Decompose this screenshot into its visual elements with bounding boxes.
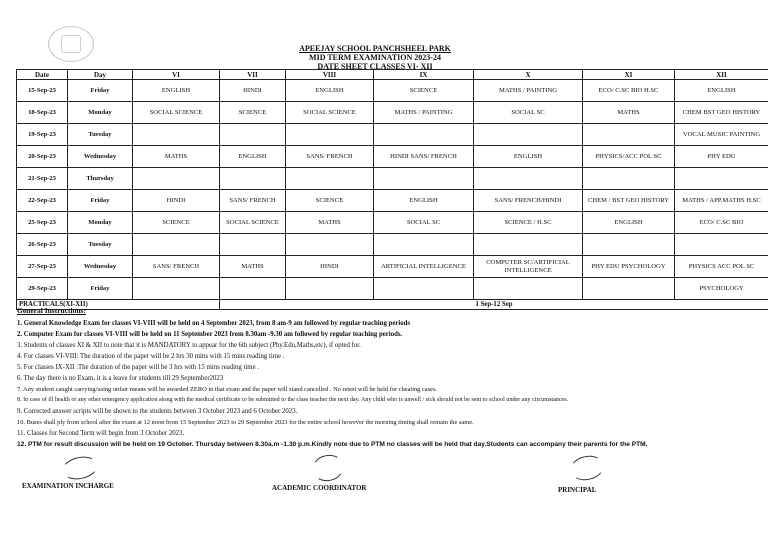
cell-day: Monday (68, 102, 133, 124)
col-header-ix: IX (374, 70, 474, 80)
cell-vi: SANS/ FRENCH (133, 256, 220, 278)
cell-day: Friday (68, 278, 133, 300)
cell-date: 15-Sep-23 (17, 80, 68, 102)
cell-viii (286, 278, 374, 300)
cell-date: 25-Sep-23 (17, 212, 68, 234)
table-row (17, 80, 768, 102)
cell-xii: VOCAL MUSIC PAINTING (675, 124, 768, 146)
cell-xii: ECO/ C.SC BIO (675, 212, 768, 234)
cell-ix: ARTIFICIAL INTELLIGENCE (374, 256, 474, 278)
cell-ix: ENGLISH (374, 190, 474, 212)
signature-academic-coordinator: ACADEMIC COORDINATOR (272, 484, 367, 492)
cell-day: Monday (68, 212, 133, 234)
table-row (17, 146, 768, 168)
cell-vi: SCIENCE (133, 212, 220, 234)
practicals-label: PRACTICALS(XI-XII) (17, 300, 220, 310)
cell-ix (374, 234, 474, 256)
cell-vii (220, 168, 286, 190)
cell-day: Tuesday (68, 234, 133, 256)
table-row (17, 168, 768, 190)
school-name: APEEJAY SCHOOL PANCHSHEEL PARK (299, 44, 451, 53)
instructions-list (17, 318, 757, 450)
instruction-item: 3. Students of classes XI & XII to note that it is MANDATORY to appear for the 6th subject (Phy.Edu,Maths,etc), if opted for. (17, 342, 361, 349)
cell-vii (220, 278, 286, 300)
cell-x (474, 124, 583, 146)
cell-vii: SCIENCE (220, 102, 286, 124)
cell-date: 18-Sep-23 (17, 102, 68, 124)
cell-xi (583, 278, 675, 300)
cell-vi: MATHS (133, 146, 220, 168)
cell-viii: SCIENCE (286, 190, 374, 212)
signature-scribble-left (60, 453, 100, 482)
col-header-vii: VII (220, 70, 286, 80)
cell-x (474, 278, 583, 300)
cell-x: SCIENCE / H.SC (474, 212, 583, 234)
cell-x: ENGLISH (474, 146, 583, 168)
cell-vi (133, 234, 220, 256)
cell-ix: SCIENCE (374, 80, 474, 102)
col-header-date: Date (17, 70, 68, 80)
cell-viii (286, 234, 374, 256)
cell-viii (286, 124, 374, 146)
cell-date: 19-Sep-23 (17, 124, 68, 146)
cell-xii: PHYSICS ACC POL SC (675, 256, 768, 278)
cell-xi (583, 234, 675, 256)
document-header (260, 44, 490, 71)
cell-ix (374, 124, 474, 146)
cell-vi: HINDI (133, 190, 220, 212)
cell-xii (675, 234, 768, 256)
instruction-item: 10. Buses shall ply from school after the exam at 12 noon from 15 September 2023 to 29 September 2023 for the entire school however the morning timing shall remain the same. (17, 419, 474, 426)
cell-xi (583, 124, 675, 146)
cell-viii: SOCIAL SCIENCE (286, 102, 374, 124)
cell-vi: ENGLISH (133, 80, 220, 102)
instruction-item: 9. Corrected answer scripts will be shown to the students between 3 October 2023 and 6 October 2023. (17, 408, 298, 415)
cell-date: 20-Sep-23 (17, 146, 68, 168)
cell-day: Friday (68, 190, 133, 212)
cell-x (474, 168, 583, 190)
instruction-item: 7. Any student caught carrying/using unfair means will be awarded ZERO in that exam and the paper will stand cancelled . No retest will be held for cheating cases. (17, 386, 438, 393)
table-row (17, 256, 768, 278)
cell-viii: MATHS (286, 212, 374, 234)
cell-xi: MATHS (583, 102, 675, 124)
cell-date: 27-Sep-23 (17, 256, 68, 278)
cell-xii (675, 168, 768, 190)
cell-day: Wednesday (68, 146, 133, 168)
cell-vii (220, 124, 286, 146)
cell-vi: SOCIAL SCIENCE (133, 102, 220, 124)
instruction-item: 12. PTM for result discussion will be held on 19 October. Thursday between 8.30a.m -1.30 p.m.Kindly note due to PTM no classes will be held that day.Students can accompany their parents for the PTM. (17, 441, 648, 448)
cell-vii: HINDI (220, 80, 286, 102)
table-row (17, 190, 768, 212)
cell-date: 29-Sep-23 (17, 278, 68, 300)
cell-ix (374, 168, 474, 190)
cell-x: SANS/ FRENCH/HINDI (474, 190, 583, 212)
date-sheet-title: DATE SHEET CLASSES VI- XII (317, 62, 433, 71)
cell-x (474, 234, 583, 256)
cell-xii: MATHS / APP.MATHS H.SC (675, 190, 768, 212)
cell-vii: SOCIAL SCIENCE (220, 212, 286, 234)
signature-scribble-right (568, 453, 606, 484)
date-sheet-table (16, 69, 768, 310)
signature-examination-incharge: EXAMINATION INCHARGE (22, 482, 114, 490)
cell-x: SOCIAL SC (474, 102, 583, 124)
table-header-row (17, 70, 768, 80)
cell-xii: CHEM BST GEO HISTORY (675, 102, 768, 124)
col-header-viii: VIII (286, 70, 374, 80)
cell-date: 21-Sep-23 (17, 168, 68, 190)
instruction-item: 2. Computer Exam for classes VI-VIII will be held on 11 September 2023 from 8.30am -9.30 am followed by regular teaching periods. (17, 331, 403, 338)
cell-ix: SOCIAL SC (374, 212, 474, 234)
cell-day: Tuesday (68, 124, 133, 146)
cell-viii: SANS/ FRENCH (286, 146, 374, 168)
cell-xi: CHEM / BST GEO HISTORY (583, 190, 675, 212)
signature-principal: PRINCIPAL (558, 486, 597, 494)
cell-ix: MATHS / PAINTING (374, 102, 474, 124)
instruction-item: 1. General Knowledge Exam for classes VI-VIII will be held on 4 September 2023, from 8 am-9 am followed by regular teaching periods (17, 320, 411, 327)
practicals-row (17, 300, 768, 310)
school-logo-icon (48, 26, 94, 62)
cell-day: Wednesday (68, 256, 133, 278)
col-header-xi: XI (583, 70, 675, 80)
cell-xii: PHY EDU (675, 146, 768, 168)
instruction-item: 8. In case of ill health or any other emergency application along with the medical certificate to be submitted to the class teacher the next day. Any child who is unwell / sick should not be sent to school under any circumstances. (17, 397, 569, 403)
cell-day: Thursday (68, 168, 133, 190)
cell-x: COMPUTER SC/ARTIFICIAL INTELLIGENCE (474, 256, 583, 278)
cell-xii: ENGLISH (675, 80, 768, 102)
cell-viii: ENGLISH (286, 80, 374, 102)
exam-name: MID TERM EXAMINATION 2023-24 (309, 53, 441, 62)
cell-vii (220, 234, 286, 256)
cell-xi: PHY EDU PSYCHOLOGY (583, 256, 675, 278)
cell-xi (583, 168, 675, 190)
cell-vii: ENGLISH (220, 146, 286, 168)
cell-date: 26-Sep-23 (17, 234, 68, 256)
cell-vi (133, 278, 220, 300)
instructions-heading: General Instructions: (17, 306, 86, 315)
col-header-day: Day (68, 70, 133, 80)
instruction-item: 11. Classes for Second Term will begin from 3 October 2023. (17, 430, 185, 437)
instruction-item: 6. The day there is no Exam, it is a leave for students till 29 September2023 (17, 375, 224, 382)
table-row (17, 124, 768, 146)
cell-vi (133, 124, 220, 146)
cell-day: Friday (68, 80, 133, 102)
cell-xi: ENGLISH (583, 212, 675, 234)
cell-date: 22-Sep-23 (17, 190, 68, 212)
instruction-item: 5. For classes IX-XII :The duration of the paper will be 3 hrs with 15 mins reading time . (17, 364, 259, 371)
col-header-vi: VI (133, 70, 220, 80)
cell-viii: HINDI (286, 256, 374, 278)
practicals-dates: 1 Sep-12 Sep (220, 300, 768, 310)
col-header-x: X (474, 70, 583, 80)
cell-vii: MATHS (220, 256, 286, 278)
col-header-xii: XII (675, 70, 768, 80)
signature-scribble-center (310, 452, 347, 484)
table-row (17, 212, 768, 234)
table-row (17, 102, 768, 124)
cell-xi: ECO/ C.SC BIO H.SC (583, 80, 675, 102)
cell-vii: SANS/ FRENCH (220, 190, 286, 212)
table-row (17, 278, 768, 300)
cell-ix: HINDI SANS/ FRENCH (374, 146, 474, 168)
cell-ix (374, 278, 474, 300)
cell-xi: PHYSICS/ACC POL SC (583, 146, 675, 168)
instruction-item: 4. For classes VI-VIII: The duration of the paper will be 2 hrs 30 mins with 15 mins reading time . (17, 353, 285, 360)
cell-viii (286, 168, 374, 190)
cell-xii: PSYCHOLOGY (675, 278, 768, 300)
cell-vi (133, 168, 220, 190)
table-row (17, 234, 768, 256)
cell-x: MATHS / PAINTING (474, 80, 583, 102)
